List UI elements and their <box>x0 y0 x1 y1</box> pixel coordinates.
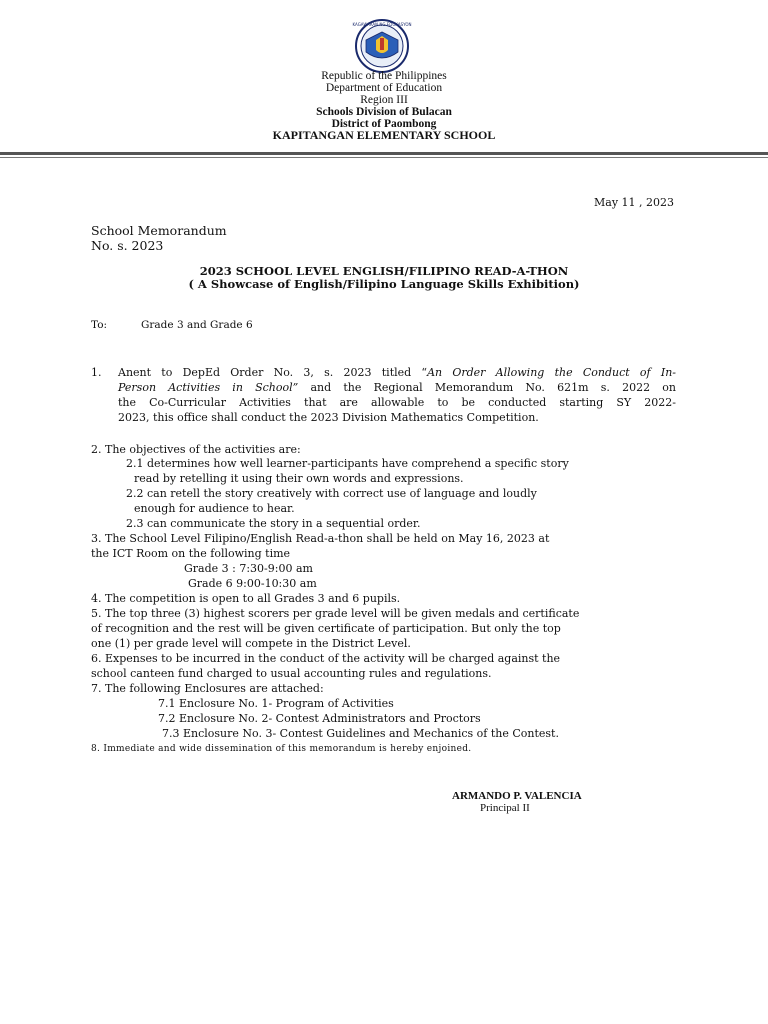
memo-label: School Memorandum <box>91 223 227 238</box>
para3-grade6-time: Grade 6 9:00-10:30 am <box>188 577 317 590</box>
seal-text: KAGAWARAN NG EDUKASYON <box>352 22 412 27</box>
para1-order-title-part2: Person Activities in School” <box>118 381 299 394</box>
memo-date: May 11 , 2023 <box>594 196 675 209</box>
para6-line1: 6. Expenses to be incurred in the conduct of the activity will be charged against the <box>91 652 561 665</box>
para1-number: 1. <box>91 366 102 379</box>
deped-seal-logo <box>346 18 418 74</box>
header-school-name: KAPITANGAN ELEMENTARY SCHOOL <box>272 128 496 142</box>
para1-line2-text: and the Regional Memorandum No. 621m s. 2022 on <box>298 381 676 394</box>
para5-line2: of recognition and the rest will be given certificate of participation. But only the top <box>91 622 561 635</box>
para5-line1: 5. The top three (3) highest scorers per grade level will be given medals and certificate <box>91 607 580 620</box>
para7-enclosure1: 7.1 Enclosure No. 1- Program of Activities <box>158 697 394 710</box>
header-division: Schools Division of Bulacan <box>316 106 452 118</box>
signatory-name: ARMANDO P. VALENCIA <box>452 790 582 802</box>
header-region: Region III <box>360 94 408 106</box>
para2-objective3: 2.3 can communicate the story in a sequential order. <box>126 517 421 530</box>
memo-title: 2023 SCHOOL LEVEL ENGLISH/FILIPINO READ-A-THON <box>199 264 569 278</box>
to-value: Grade 3 and Grade 6 <box>141 319 253 331</box>
para1-order-title-part1: An Order Allowing the Conduct of In- <box>427 366 676 379</box>
para1-line3: the Co-Curricular Activities that are allowable to be conducted starting SY 2022- <box>118 396 676 409</box>
header-divider-thin <box>0 157 768 158</box>
para3-line1: 3. The School Level Filipino/English Read-a-thon shall be held on May 16, 2023 at <box>91 532 550 545</box>
para2-objective1-line1: 2.1 determines how well learner-participants have comprehend a specific story <box>126 457 569 470</box>
para5-line3: one (1) per grade level will compete in the District Level. <box>91 637 411 650</box>
para2-objective2-line2: enough for audience to hear. <box>134 502 295 515</box>
para3-grade3-time: Grade 3 : 7:30-9:00 am <box>184 562 313 575</box>
para1-line1-text: Anent to DepEd Order No. 3, s. 2023 titled “ <box>118 366 428 379</box>
header-district: District of Paombong <box>331 118 437 130</box>
para7-enclosure3: 7.3 Enclosure No. 3- Contest Guidelines and Mechanics of the Contest. <box>162 727 559 740</box>
memo-number: No. s. 2023 <box>91 238 164 253</box>
para1-line2 <box>118 380 676 395</box>
to-label: To: <box>91 319 108 331</box>
header-department: Department of Education <box>325 82 443 94</box>
para1-line4: 2023, this office shall conduct the 2023 Division Mathematics Competition. <box>118 411 539 424</box>
para8: 8. Immediate and wide dissemination of this memorandum is hereby enjoined. <box>91 744 472 754</box>
para1-line1 <box>118 365 676 380</box>
para4: 4. The competition is open to all Grades 3 and 6 pupils. <box>91 592 401 605</box>
para3-line2: the ICT Room on the following time <box>91 547 291 560</box>
para7-intro: 7. The following Enclosures are attached: <box>91 682 324 695</box>
para7-enclosure2: 7.2 Enclosure No. 2- Contest Administrators and Proctors <box>158 712 481 725</box>
header-divider-thick <box>0 152 768 155</box>
para2-intro: 2. The objectives of the activities are: <box>91 443 301 456</box>
para2-objective1-line2: read by retelling it using their own words and expressions. <box>134 472 464 485</box>
signatory-title: Principal II <box>480 802 530 814</box>
para6-line2: school canteen fund charged to usual accounting rules and regulations. <box>91 667 492 680</box>
para2-objective2-line1: 2.2 can retell the story creatively with correct use of language and loudly <box>126 487 537 500</box>
memo-subtitle: ( A Showcase of English/Filipino Language Skills Exhibition) <box>188 277 580 291</box>
header-republic: Republic of the Philippines <box>321 70 447 82</box>
